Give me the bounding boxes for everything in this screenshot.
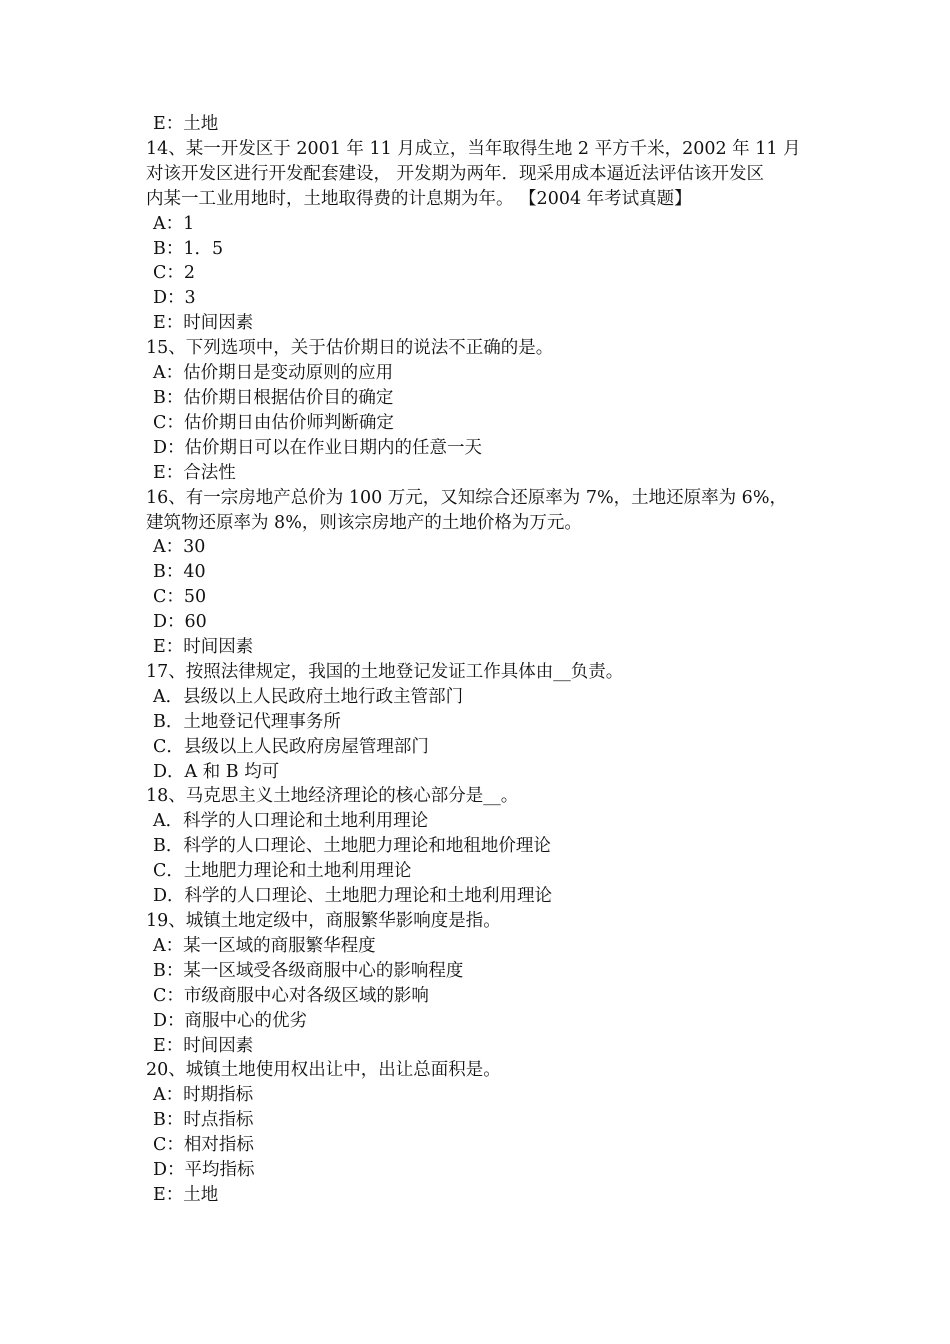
answer-option-line: A．科学的人口理论和土地利用理论 bbox=[153, 811, 429, 832]
answer-option-line: E：合法性 bbox=[153, 462, 236, 483]
question-text-line: 15、下列选项中，关于估价期日的说法不正确的是。 bbox=[146, 338, 554, 359]
answer-option-line: B：估价期日根据估价目的确定 bbox=[153, 387, 394, 408]
answer-option-line: D：平均指标 bbox=[153, 1160, 255, 1181]
answer-option-line: C．土地肥力理论和土地利用理论 bbox=[153, 861, 412, 882]
answer-option-line: C：2 bbox=[153, 263, 196, 284]
answer-option-line: D：60 bbox=[153, 612, 207, 633]
question-text-line: 18、马克思主义土地经济理论的核心部分是__。 bbox=[146, 786, 519, 807]
answer-option-line: E：土地 bbox=[153, 1184, 219, 1205]
question-text-line: 14、某一开发区于 2001 年 11 月成立，当年取得生地 2 平方千米，2002 年 11 月 bbox=[146, 138, 801, 159]
answer-option-line: A．县级以上人民政府土地行政主管部门 bbox=[153, 686, 464, 707]
answer-option-line: D．A 和 B 均可 bbox=[153, 761, 280, 782]
answer-option-line: A：估价期日是变动原则的应用 bbox=[153, 363, 394, 384]
answer-option-line: C：市级商服中心对各级区域的影响 bbox=[153, 985, 429, 1006]
answer-option-line: E：时间因素 bbox=[153, 313, 254, 334]
question-text-line: 内某一工业用地时，土地取得费的计息期为年。 【2004 年考试真题】 bbox=[146, 188, 692, 209]
answer-option-line: D：商服中心的优劣 bbox=[153, 1010, 308, 1031]
answer-option-line: A：时期指标 bbox=[153, 1085, 254, 1106]
question-text-line: 20、城镇土地使用权出让中，出让总面积是。 bbox=[146, 1060, 501, 1081]
question-text-line: 16、有一宗房地产总价为 100 万元，又知综合还原率为 7%，土地还原率为 6%， bbox=[146, 487, 787, 508]
question-text-line: 19、城镇土地定级中，商服繁华影响度是指。 bbox=[146, 911, 501, 931]
answer-option-line: B：某一区域受各级商服中心的影响程度 bbox=[153, 960, 464, 981]
question-text-line: 17、按照法律规定，我国的土地登记发证工作具体由__负责。 bbox=[146, 661, 624, 682]
answer-option-line: D：3 bbox=[153, 288, 196, 309]
answer-option-line: E：时间因素 bbox=[153, 1035, 254, 1056]
answer-option-line: B：1．5 bbox=[153, 238, 224, 259]
answer-option-line: C．县级以上人民政府房屋管理部门 bbox=[153, 736, 429, 757]
answer-option-line: B．科学的人口理论、土地肥力理论和地租地价理论 bbox=[153, 836, 551, 857]
question-text-line: 对该开发区进行开发配套建设， 开发期为两年．现采用成本逼近法评估该开发区 bbox=[146, 163, 765, 184]
answer-option-line: A：30 bbox=[153, 537, 206, 558]
answer-option-line: A：某一区域的商服繁华程度 bbox=[153, 935, 376, 956]
answer-option-line: B：时点指标 bbox=[153, 1110, 254, 1131]
answer-option-line: A：1 bbox=[153, 213, 195, 234]
answer-option-line: D：估价期日可以在作业日期内的任意一天 bbox=[153, 437, 483, 458]
answer-option-line: C：50 bbox=[153, 587, 207, 608]
answer-option-line: E：时间因素 bbox=[153, 637, 254, 658]
answer-option-line: C：相对指标 bbox=[153, 1135, 254, 1156]
document-body bbox=[146, 112, 806, 1208]
answer-option-line: C：估价期日由估价师判断确定 bbox=[153, 412, 394, 433]
answer-option-line: B：40 bbox=[153, 562, 206, 583]
answer-option-line: B．土地登记代理事务所 bbox=[153, 711, 341, 732]
question-text-line: 建筑物还原率为 8%，则该宗房地产的土地价格为万元。 bbox=[146, 512, 582, 533]
answer-option-line: E：土地 bbox=[153, 114, 219, 134]
answer-option-line: D．科学的人口理论、土地肥力理论和土地利用理论 bbox=[153, 886, 553, 907]
